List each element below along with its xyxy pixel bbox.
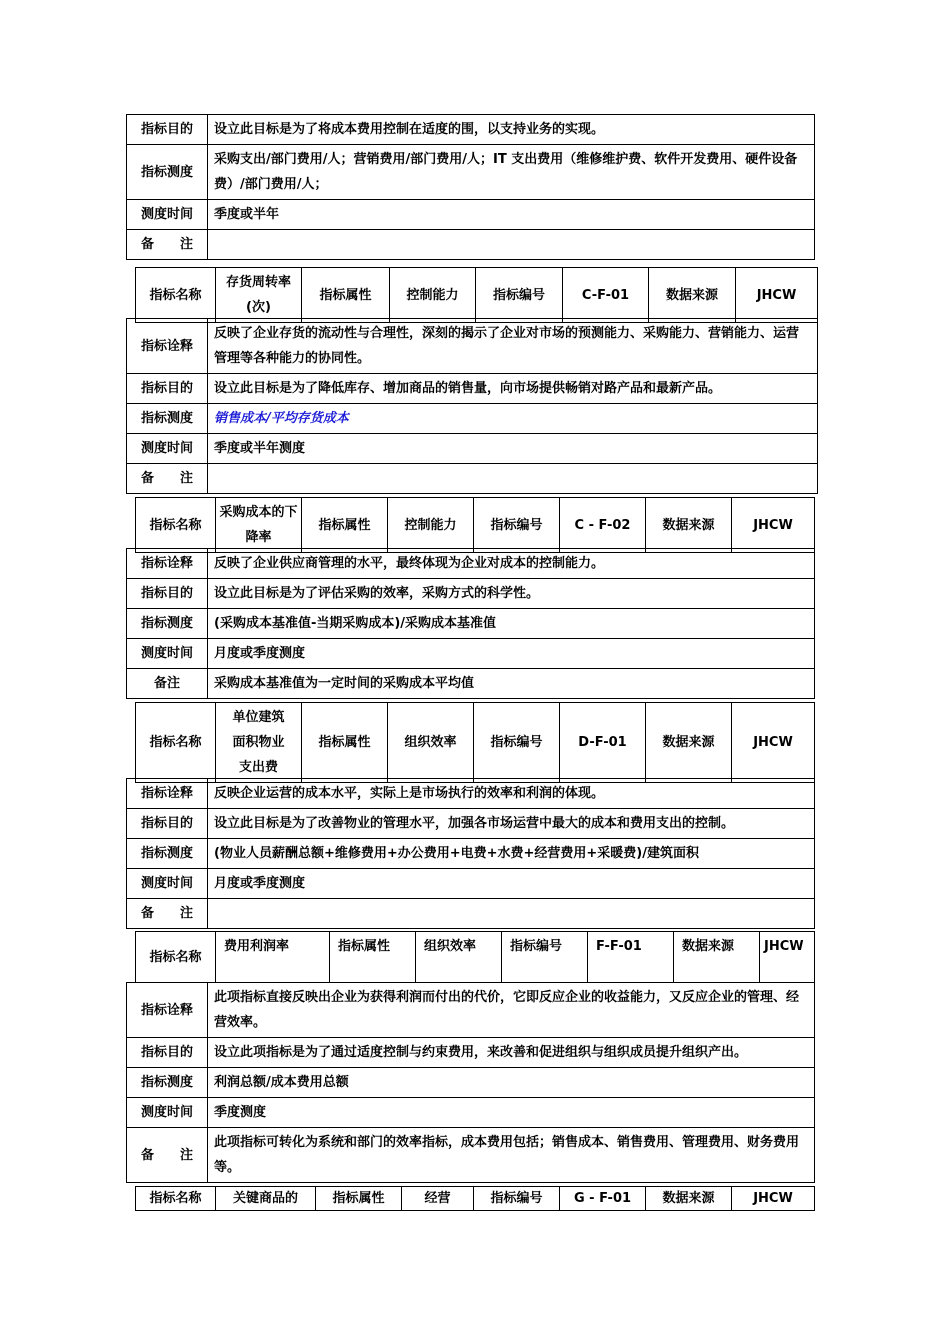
header-cell: 费用利润率: [216, 932, 330, 983]
row-label: 测度时间: [127, 869, 208, 899]
row-label: 指标诠释: [127, 779, 208, 809]
header-cell: C-F-01: [563, 268, 649, 323]
row-label: 指标诠释: [127, 549, 208, 579]
row-value: 反映企业运营的成本水平，实际上是市场执行的效率和利润的体现。: [208, 779, 815, 809]
table-row: [127, 404, 818, 434]
table-row: [127, 983, 815, 1038]
row-value: 设立此项指标是为了通过适度控制与约束费用，来改善和促进组织与组织成员提升组织产出。: [208, 1038, 815, 1068]
table-row: [127, 230, 815, 260]
row-value: 采购支出/部门费用/人；营销费用/部门费用/人；IT 支出费用（维修维护费、软件开发费用、硬件设备费）/部门费用/人；: [208, 145, 815, 200]
row-label: 指标测度: [127, 1068, 208, 1098]
header-cell: 指标属性: [302, 268, 390, 323]
indicator-table-4: [126, 778, 815, 929]
header-cell: 指标编号: [474, 498, 560, 553]
row-value: 反映了企业供应商管理的水平，最终体现为企业对成本的控制能力。: [208, 549, 815, 579]
formula-link[interactable]: 销售成本/平均存货成本: [214, 411, 349, 426]
header-cell: 数据来源: [649, 268, 736, 323]
header-cell: 指标编号: [502, 932, 588, 983]
header-cell: 数据来源: [646, 1187, 732, 1211]
header-row: [136, 498, 815, 553]
header-cell: 指标名称: [136, 1187, 216, 1211]
table-row: [127, 609, 815, 639]
header-row: [136, 932, 815, 983]
row-label: 指标目的: [127, 809, 208, 839]
header-cell: 数据来源: [646, 498, 732, 553]
row-value: 反映了企业存货的流动性与合理性，深刻的揭示了企业对市场的预测能力、采购能力、营销能力、运营管理等各种能力的协同性。: [208, 319, 818, 374]
header-cell: 指标编号: [476, 268, 563, 323]
row-value: 设立此目标是为了评估采购的效率，采购方式的科学性。: [208, 579, 815, 609]
header-cell: 数据来源: [646, 703, 732, 783]
table-row: [127, 115, 815, 145]
row-label: 备 注: [127, 1128, 208, 1183]
header-cell: 指标名称: [136, 498, 216, 553]
header-cell: JHCW: [760, 932, 815, 983]
row-value: 季度或半年: [208, 200, 815, 230]
header-row: [136, 268, 818, 323]
row-value: 采购成本基准值为一定时间的采购成本平均值: [208, 669, 815, 699]
row-label: 指标测度: [127, 609, 208, 639]
table-row: [127, 434, 818, 464]
row-label: 指标测度: [127, 404, 208, 434]
header-cell: 控制能力: [388, 498, 474, 553]
header-cell: C - F-02: [560, 498, 646, 553]
indicator-header-6: [135, 1186, 815, 1211]
header-cell: F-F-01: [588, 932, 674, 983]
header-cell: 指标名称: [136, 932, 216, 983]
row-label: 指标测度: [127, 839, 208, 869]
header-cell: 指标名称: [136, 703, 216, 783]
indicator-header-2: [135, 267, 818, 323]
row-label: 备注: [127, 669, 208, 699]
table-row: [127, 839, 815, 869]
header-cell: JHCW: [732, 1187, 815, 1211]
header-cell: D-F-01: [560, 703, 646, 783]
row-label: 指标诠释: [127, 319, 208, 374]
row-value: 设立此目标是为了将成本费用控制在适度的围，以支持业务的实现。: [208, 115, 815, 145]
header-cell: 指标属性: [316, 1187, 402, 1211]
header-cell: 指标属性: [302, 498, 388, 553]
header-cell: 数据来源: [674, 932, 760, 983]
row-value: 利润总额/成本费用总额: [208, 1068, 815, 1098]
row-label: 指标目的: [127, 374, 208, 404]
row-value: (物业人员薪酬总额+维修费用+办公费用+电费+水费+经营费用+采暖费)/建筑面积: [208, 839, 815, 869]
row-label: 指标目的: [127, 579, 208, 609]
indicator-header-5: [135, 931, 815, 983]
table-row: [127, 899, 815, 929]
row-value: 此项指标直接反映出企业为获得利润而付出的代价，它即反应企业的收益能力，又反应企业的管理、经营效率。: [208, 983, 815, 1038]
header-cell: 单位建筑面积物业支出费: [216, 703, 302, 783]
table-row: [127, 1128, 815, 1183]
row-label: 指标诠释: [127, 983, 208, 1038]
row-value: 月度或季度测度: [208, 639, 815, 669]
row-value: 季度测度: [208, 1098, 815, 1128]
table-row: [127, 779, 815, 809]
header-cell: 指标编号: [474, 703, 560, 783]
row-label: 测度时间: [127, 1098, 208, 1128]
table-row: [127, 1098, 815, 1128]
row-value: [208, 464, 818, 494]
table-row: [127, 145, 815, 200]
table-row: [127, 549, 815, 579]
row-value: 季度或半年测度: [208, 434, 818, 464]
header-cell: G - F-01: [560, 1187, 646, 1211]
header-cell: 指标名称: [136, 268, 216, 323]
table-row: [127, 579, 815, 609]
row-label: 备 注: [127, 464, 208, 494]
header-cell: 指标属性: [302, 703, 388, 783]
indicator-table-1: [126, 114, 815, 260]
header-cell: 采购成本的下降率: [216, 498, 302, 553]
table-row: [127, 374, 818, 404]
header-cell: 指标编号: [474, 1187, 560, 1211]
row-value: (采购成本基准值-当期采购成本)/采购成本基准值: [208, 609, 815, 639]
indicator-table-3: [126, 548, 815, 699]
header-row: [136, 1187, 815, 1211]
header-cell: 指标属性: [330, 932, 416, 983]
row-label: 备 注: [127, 230, 208, 260]
header-cell: 控制能力: [390, 268, 476, 323]
table-row: [127, 1038, 815, 1068]
header-cell: JHCW: [736, 268, 818, 323]
indicator-table-2: [126, 318, 818, 494]
header-row: [136, 703, 815, 783]
row-value: [208, 404, 818, 434]
row-label: 测度时间: [127, 200, 208, 230]
header-cell: JHCW: [732, 498, 815, 553]
header-cell: 存货周转率(次): [216, 268, 302, 323]
table-row: [127, 1068, 815, 1098]
header-cell: 组织效率: [416, 932, 502, 983]
row-value: 此项指标可转化为系统和部门的效率指标，成本费用包括；销售成本、销售费用、管理费用、财务费用等。: [208, 1128, 815, 1183]
table-row: [127, 869, 815, 899]
table-row: [127, 809, 815, 839]
row-value: [208, 230, 815, 260]
indicator-header-4: [135, 702, 815, 783]
row-label: 指标测度: [127, 145, 208, 200]
row-value: [208, 899, 815, 929]
row-value: 月度或季度测度: [208, 869, 815, 899]
header-cell: 组织效率: [388, 703, 474, 783]
row-value: 设立此目标是为了改善物业的管理水平，加强各市场运营中最大的成本和费用支出的控制。: [208, 809, 815, 839]
row-label: 测度时间: [127, 639, 208, 669]
table-row: [127, 639, 815, 669]
table-row: [127, 200, 815, 230]
header-cell: 经营: [402, 1187, 474, 1211]
header-cell: JHCW: [732, 703, 815, 783]
row-label: 测度时间: [127, 434, 208, 464]
table-row: [127, 669, 815, 699]
row-label: 指标目的: [127, 1038, 208, 1068]
header-cell: 关键商品的: [216, 1187, 316, 1211]
indicator-header-3: [135, 497, 815, 553]
table-row: [127, 319, 818, 374]
row-label: 指标目的: [127, 115, 208, 145]
row-value: 设立此目标是为了降低库存、增加商品的销售量，向市场提供畅销对路产品和最新产品。: [208, 374, 818, 404]
row-label: 备 注: [127, 899, 208, 929]
indicator-table-5: [126, 982, 815, 1183]
table-row: [127, 464, 818, 494]
